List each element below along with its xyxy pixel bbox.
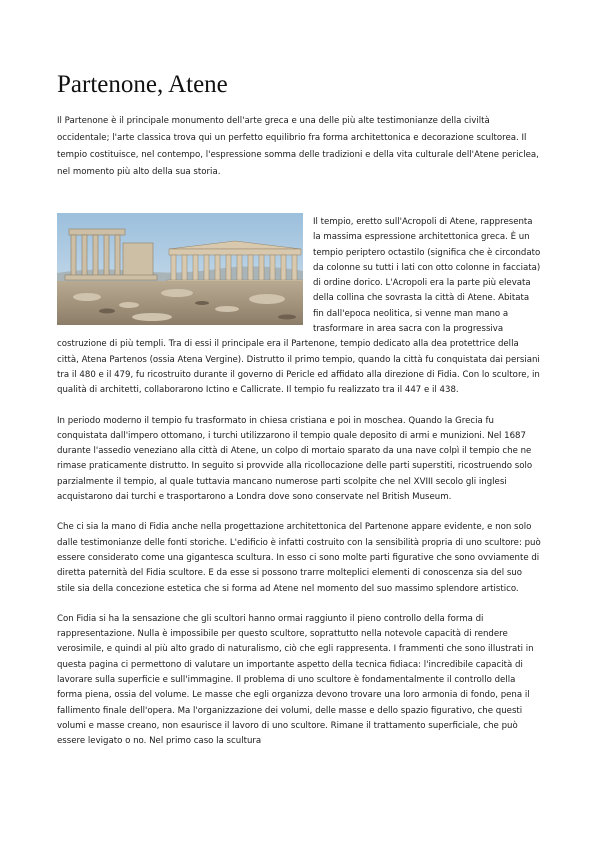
article-body [57, 215, 541, 765]
paragraph-phidias-sculpture: Con Fidia si ha la sensazione che gli scultori hanno ormai raggiunto il pieno controllo della forma di rappresentazione. Nulla è impossibile per questo scultore, soprattutto nella notevole capacità di rendere verosimile, e quindi al più alto grado di naturalismo, ciò che egli rappresenta. I frammenti che sono illustrati in questa pagina ci permettono di valutare un importante aspetto della tecnica fidiaca: l'incredibile capacità di lavorare sulla superficie e sull'immagine. Il problema di uno scultore è fondamentalmente il controllo della forma piena, ossia del volume. Le masse che egli organizza devono trovare una loro armonia di fondo, pena il fallimento finale dell'opera. Ma l'organizzazione dei volumi, delle masse e dello spazio figurativo, che questi volumi e masse creano, non esaurisce il lavoro di uno scultore. Rimane il trattamento superficiale, che può essere levigato o no. Nel primo caso la scultura [57, 613, 534, 747]
paragraph-history: Il tempio, eretto sull'Acropoli di Atene, rappresenta la massima espressione architettonica greca. È un tempio periptero octastilo (significa che è circondato da colonne su tutti i lati con otto colonne in facciata) di ordine dorico. L'Acropoli era la parte più elevata della collina che sovrasta la città di Atene. Abitata fin dall'epoca neolitica, si venne man mano a trasformare in area sacra con la progressiva costruzione di più templi. Tra di essi il principale era il Partenone, tempio dedicato alla dea protettrice della città, Atena Partenos (ossia Atena Vergine). Distrutto il primo tempio, quando la città fu conquistata dai persiani tra il 480 e il 479, fu ricostruito durante il governo di Pericle ed affidato alla direzione di Fidia. Con lo scultore, in qualità di architetti, collaborarono Ictino e Callicrate. Il tempio fu realizzato tra il 447 e il 438. [57, 217, 541, 396]
intro-paragraph: Il Partenone è il principale monumento dell'arte greca e una delle più alte testimonianze della civiltà occidentale; l'arte classica trova qui un perfetto equilibrio fra forma architettonica e decorazione scultorea. Il tempio costituisce, nel contempo, l'espressione somma delle tradizioni e della vita culturale dell'Atene periclea, nel momento più alto della sua storia. [57, 116, 539, 177]
image-wrap-spacer [57, 215, 313, 333]
paragraph-modern-period: In periodo moderno il tempio fu trasformato in chiesa cristiana e poi in moschea. Quando la Grecia fu conquistata dall'impero ottomano, i turchi utilizzarono il tempio quale deposito di armi e munizioni. Nel 1687 durante l'assedio veneziano alla città di Atene, un colpo di mortaio sparato da una nave colpì il tempio che ne rimase praticamente distrutto. In seguito si provvide alla ricollocazione delle parti superstiti, ricostruendo solo parzialmente il tempio, al quale tuttavia mancano numerose parti scolpite che nel XVIII secolo gli inglesi acquistarono dai turchi e trasportarono a Londra dove sono conservate nel British Museum. [57, 415, 533, 503]
paragraph-phidias-architecture: Che ci sia la mano di Fidia anche nella progettazione architettonica del Partenone appare evidente, e non solo dalle testimonianze delle fonti storiche. L'edificio è infatti costruito con la sensibilità propria di uno scultore: può essere considerato come una gigantesca scultura. In esso ci sono molte parti figurative che sono ovviamente di diretta paternità del Fidia scultore. E da esse si possono trarre molteplici elementi di conoscenza sia del suo stile sia della concezione estetica che si forma ad Atene nel momento del suo massimo splendore artistico. [57, 522, 541, 594]
page-title: Partenone, Atene [57, 71, 228, 98]
